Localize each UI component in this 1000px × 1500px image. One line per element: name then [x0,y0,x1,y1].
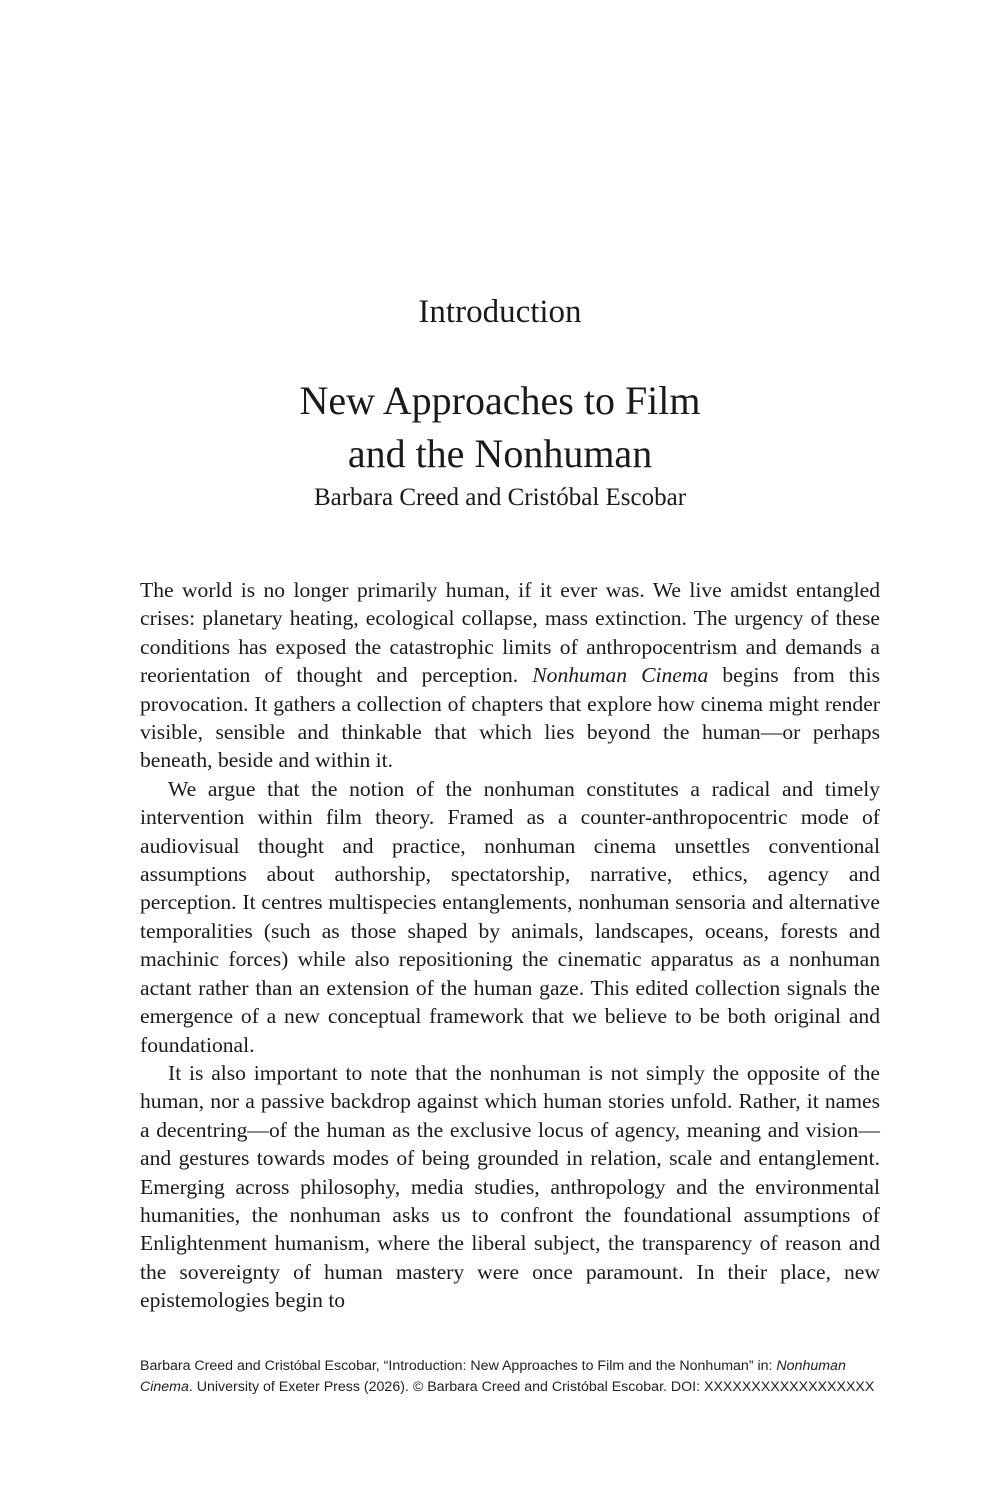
chapter-title [0,374,1000,480]
chapter-title-line-1: New Approaches to Film [299,378,701,423]
paragraph-1-text-a: The world is no longer primarily human, if it ever was. We live amidst entangled crises: planetary heating, ecological collapse, mass extinction. The urgency of these conditions has exposed the catastrophic limits of anthropocentrism and demands a reorientation of thought and perception. [140,578,880,688]
body-text [140,576,880,1315]
chapter-authors: Barbara Creed and Cristóbal Escobar [313,484,687,511]
book-title-italic: Nonhuman Cinema [532,663,709,688]
paragraph-1 [140,576,880,775]
paragraph-2: We argue that the notion of the nonhuman constitutes a radical and timely intervention within film theory. Framed as a counter-anthropocentric mode of audiovisual thought and practice, nonhuman cinema unsettles conventional assumptions about authorship, spectatorship, narrative, ethics, agency and perception. It centres multispecies entanglements, nonhuman sensoria and alternative temporalities (such as those shaped by animals, landscapes, oceans, forests and machinic forces) while also repositioning the cinematic apparatus as a nonhuman actant rather than an extension of the human gaze. This edited collection signals the emergence of a new conceptual framework that we believe to be both original and foundational. [140,776,880,1057]
citation-text-a: Barbara Creed and Cristóbal Escobar, “Introduction: New Approaches to Film and the Nonhuman” in: [140,1358,777,1374]
citation-text-b: . University of Exeter Press (2026). © Barbara Creed and Cristóbal Escobar. DOI: XXXXXXXXXXXXXXXXXX [188,1379,875,1395]
paragraph-1-text-b: begins from this provocation. It gathers a collection of chapters that explore how cinema might render visible, sensible and thinkable that which lies beyond the human—or perhaps beneath, beside and within it. [140,663,880,773]
chapter-label: Introduction [418,294,582,330]
chapter-title-line-2: and the Nonhuman [347,431,653,476]
citation-book-title: Nonhuman Cinema [140,1358,846,1395]
citation-footnote [140,1356,880,1398]
paragraph-3: It is also important to note that the nonhuman is not simply the opposite of the human, nor a passive backdrop against which human stories unfold. Rather, it names a decentring—of the human as the exclusive locus of agency, meaning and vision—and gestures towards modes of being grounded in relation, scale and entanglement. Emerging across philosophy, media studies, anthropology and the environmental humanities, the nonhuman asks us to confront the foundational assumptions of Enlightenment humanism, where the liberal subject, the transparency of reason and the sovereignty of human mastery were once paramount. In their place, new epistemologies begin to [140,1060,880,1313]
